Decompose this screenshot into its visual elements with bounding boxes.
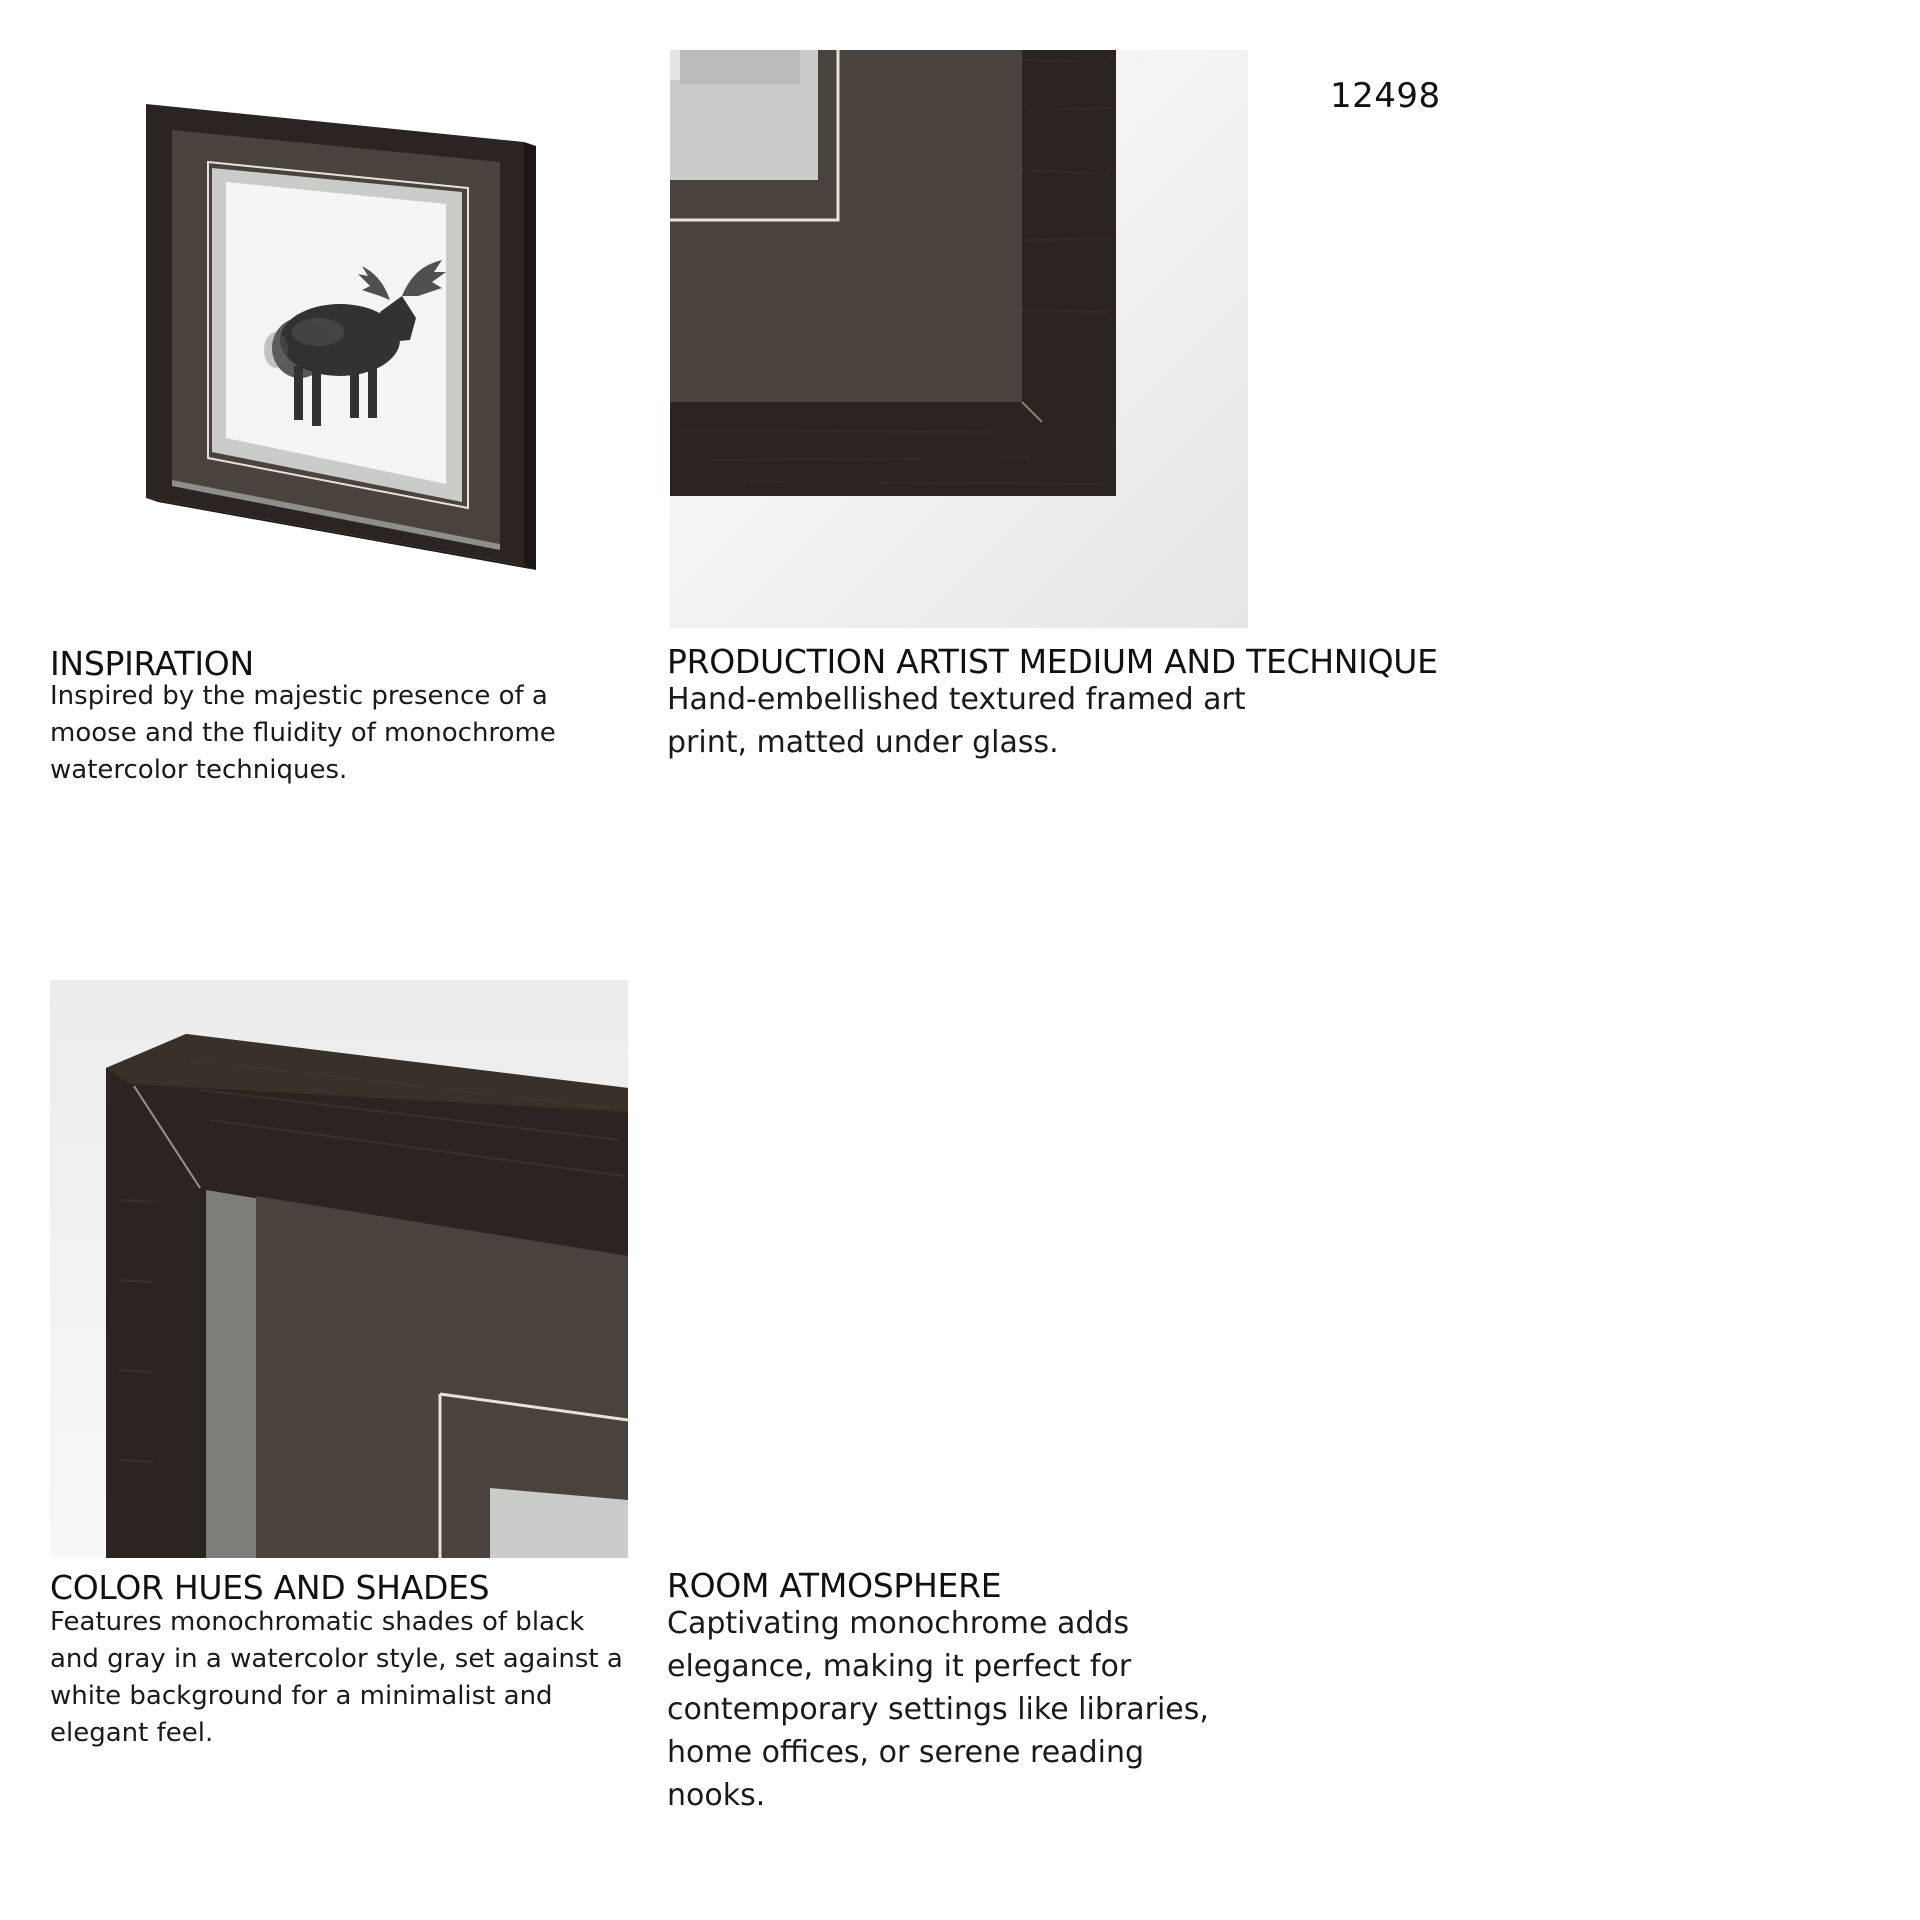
frame-corner-topleft-illustration (50, 980, 628, 1558)
framed-art-illustration (50, 50, 620, 620)
frame-corner-closeup-photo (670, 50, 1248, 628)
color-text: Features monochromatic shades of black and gray in a watercolor style, set against a white background for a minimalist and elegant feel. (50, 1607, 623, 1748)
product-sku: 12498 (1330, 76, 1441, 116)
room-text: Captivating monochrome adds elegance, making it perfect for contemporary settings like libraries, home offices, or serene reading nooks. (667, 1606, 1209, 1813)
frame-corner-topleft-photo (50, 980, 628, 1558)
production-heading: PRODUCTION ARTIST MEDIUM AND TECHNIQUE (667, 642, 1438, 681)
production-text: Hand-embellished textured framed art print, matted under glass. (667, 682, 1246, 760)
color-heading: COLOR HUES AND SHADES (50, 1568, 490, 1607)
room-heading: ROOM ATMOSPHERE (667, 1566, 1002, 1605)
framed-art-photo (50, 50, 620, 620)
inspiration-heading: INSPIRATION (50, 644, 254, 683)
frame-corner-illustration (670, 50, 1248, 628)
inspiration-text: Inspired by the majestic presence of a moose and the fluidity of monochrome watercolor techniques. (50, 681, 556, 785)
